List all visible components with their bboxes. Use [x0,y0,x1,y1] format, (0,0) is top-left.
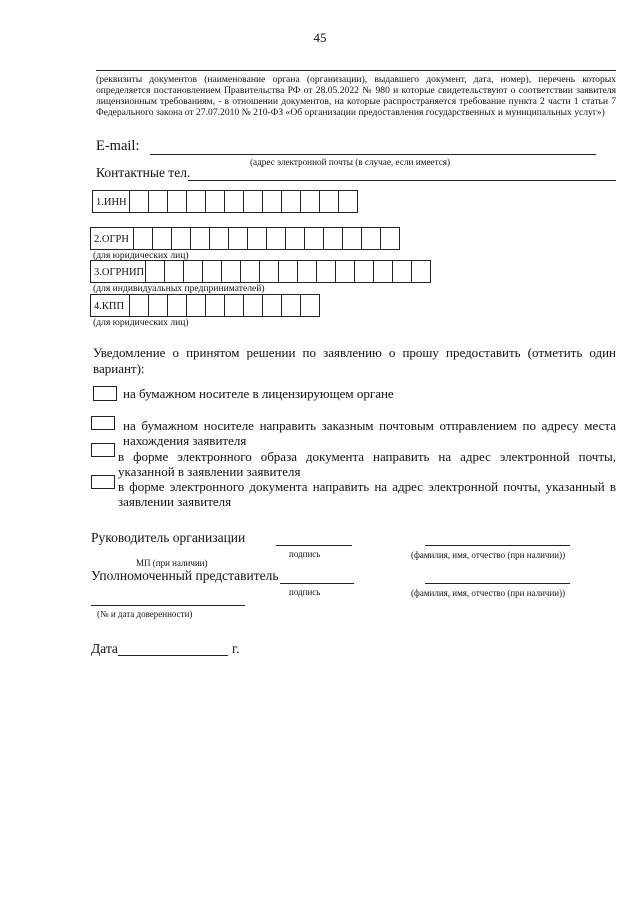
option-label-electronic-image: в форме электронного образа документа направить на адрес электронной почты, указанной в заявлении заявителя [118,449,616,479]
inn-cell[interactable] [187,190,206,213]
ogrn-caption: (для юридических лиц) [93,250,189,261]
ogrnip-label: 3.ОГРНИП [90,260,146,283]
head-fio-field[interactable] [425,545,570,546]
ogrnip-field[interactable] [90,260,431,283]
ogrn-label: 2.ОГРН [90,227,134,250]
requisites-note: (реквизиты документов (наименование органа (организации), выдавшего документ, дата, номер), перечень которых определяется постановлением Правительства РФ от 28.05.2022 № 980 и которые свидетельствуют о соответствии заявителя лицензионным требованиям, - в отношении документов, на которые распространяется требование пункта 2 части 1 статьи 7 Федерального закона от 27.07.2010 № 210-ФЗ «Об организации предоставления государственных и муниципальных услуг») [96,74,616,118]
kpp-field[interactable] [90,294,320,317]
inn-field[interactable] [92,190,358,213]
ogrnip-cell[interactable] [241,260,260,283]
ogrnip-cell[interactable] [393,260,412,283]
inn-cell[interactable] [339,190,358,213]
option-label-paper-office: на бумажном носителе в лицензирующем органе [123,386,394,401]
inn-cell[interactable] [263,190,282,213]
page-number: 45 [313,30,327,45]
requisites-line[interactable] [96,70,616,71]
representative-fio-field[interactable] [425,583,570,584]
ogrn-cell[interactable] [210,227,229,250]
ogrnip-cell[interactable] [222,260,241,283]
kpp-cell[interactable] [263,294,282,317]
ogrnip-cell[interactable] [374,260,393,283]
ogrn-cell[interactable] [343,227,362,250]
kpp-cell[interactable] [187,294,206,317]
ogrn-cell[interactable] [191,227,210,250]
email-caption: (адрес электронной почты (в случае, если имеется) [250,157,451,167]
head-fio-caption: (фамилия, имя, отчество (при наличии)) [411,550,566,560]
ogrnip-caption: (для индивидуальных предпринимателей) [93,283,265,294]
ogrn-cell[interactable] [172,227,191,250]
phone-label: Контактные тел. [96,165,191,180]
ogrn-cell[interactable] [229,227,248,250]
option-checkbox-registered-mail[interactable] [91,416,115,430]
inn-cell[interactable] [225,190,244,213]
ogrn-cell[interactable] [286,227,305,250]
ogrnip-cell[interactable] [336,260,355,283]
ogrn-cell[interactable] [305,227,324,250]
option-label-electronic-document: в форме электронного документа направить на адрес электронной почты, указанный в заявлении заявителя [118,479,616,509]
option-label-registered-mail: на бумажном носителе направить заказным почтовым отправлением по адресу места нахождения заявителя [123,418,616,448]
kpp-label: 4.КПП [90,294,130,317]
kpp-cell[interactable] [130,294,149,317]
option-checkbox-electronic-image[interactable] [91,443,115,457]
representative-signature-field[interactable] [280,583,354,584]
ogrnip-cell[interactable] [298,260,317,283]
ogrnip-cell[interactable] [203,260,222,283]
ogrnip-cell[interactable] [317,260,336,283]
kpp-cell[interactable] [206,294,225,317]
email-field[interactable] [150,154,596,155]
head-signature-field[interactable] [276,545,352,546]
power-of-attorney-field[interactable] [91,605,245,606]
kpp-cell[interactable] [282,294,301,317]
kpp-cell[interactable] [168,294,187,317]
representative-fio-caption: (фамилия, имя, отчество (при наличии)) [411,588,566,598]
representative-signature-caption: подпись [289,587,321,597]
kpp-cell[interactable] [301,294,320,317]
ogrn-field[interactable] [90,227,400,250]
power-of-attorney-caption: (№ и дата доверенности) [97,609,193,619]
representative-label: Уполномоченный представитель [91,568,279,583]
ogrn-cell[interactable] [153,227,172,250]
ogrn-cell[interactable] [381,227,400,250]
inn-cell[interactable] [320,190,339,213]
ogrn-cell[interactable] [134,227,153,250]
head-signature-caption: подпись [289,549,321,559]
inn-cell[interactable] [282,190,301,213]
inn-cell[interactable] [244,190,263,213]
date-label: Дата [91,641,118,656]
inn-cell[interactable] [130,190,149,213]
ogrnip-cell[interactable] [165,260,184,283]
date-field[interactable] [118,655,228,656]
email-label: E-mail: [96,138,140,154]
stamp-label: МП (при наличии) [136,558,208,568]
date-suffix: г. [232,641,240,656]
phone-field[interactable] [188,180,616,181]
option-checkbox-electronic-document[interactable] [91,475,115,489]
kpp-caption: (для юридических лиц) [93,317,189,328]
ogrn-cell[interactable] [248,227,267,250]
ogrnip-cell[interactable] [146,260,165,283]
ogrnip-cell[interactable] [260,260,279,283]
option-checkbox-paper-office[interactable] [93,386,117,401]
kpp-cell[interactable] [225,294,244,317]
ogrn-cell[interactable] [324,227,343,250]
ogrn-cell[interactable] [267,227,286,250]
ogrn-cell[interactable] [362,227,381,250]
ogrnip-cell[interactable] [412,260,431,283]
inn-cell[interactable] [149,190,168,213]
notification-intro: Уведомление о принятом решении по заявлению о прошу предоставить (отметить один вариант): [93,345,616,376]
inn-cell[interactable] [301,190,320,213]
head-label: Руководитель организации [91,530,246,545]
ogrnip-cell[interactable] [279,260,298,283]
inn-label: 1.ИНН [92,190,130,213]
kpp-cell[interactable] [244,294,263,317]
ogrnip-cell[interactable] [184,260,203,283]
kpp-cell[interactable] [149,294,168,317]
inn-cell[interactable] [206,190,225,213]
ogrnip-cell[interactable] [355,260,374,283]
inn-cell[interactable] [168,190,187,213]
